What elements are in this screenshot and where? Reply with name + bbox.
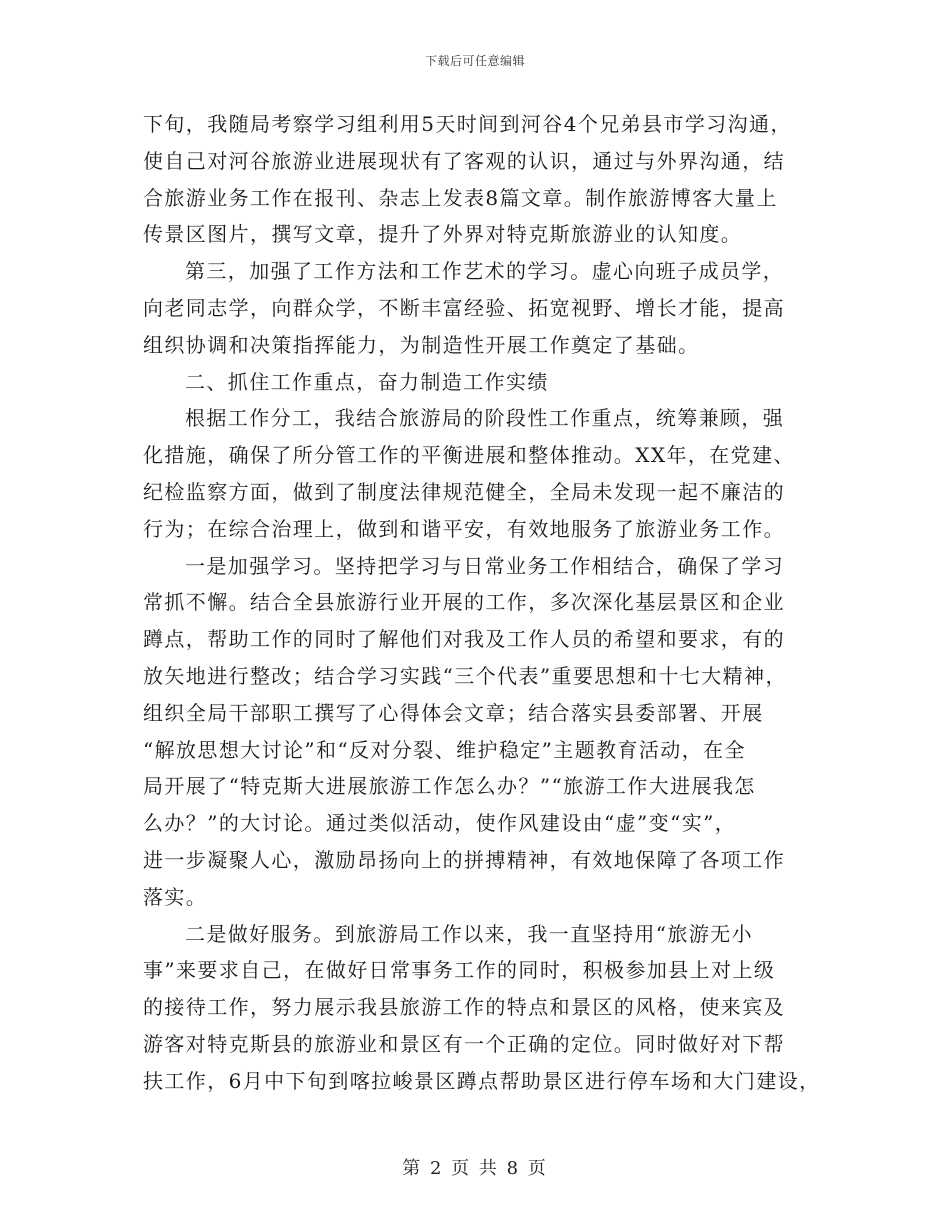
document-body [143, 106, 823, 1100]
text-line: 扶工作，6月中下旬到喀拉峻景区蹲点帮助景区进行停车场和大门建设， [143, 1068, 821, 1093]
text-line: 进一步凝聚人心，激励昂扬向上的拼搏精神，有效地保障了各项工作 [143, 847, 785, 872]
page-number: 第 2 页 共 8 页 [402, 1158, 548, 1179]
text-line: 事”来要求自己，在做好日常事务工作的同时，积极参加县上对上级 [143, 958, 776, 983]
text-line: 化措施，确保了所分管工作的平衡进展和整体推动。XX年，在党建、 [143, 443, 795, 468]
text-line: 二是做好服务。到旅游局工作以来，我一直坚持用“旅游无小 [185, 921, 754, 946]
page-header: 下载后可任意编辑 [424, 54, 525, 68]
text-line: 合旅游业务工作在报刊、杂志上发表8篇文章。制作旅游博客大量上 [143, 185, 778, 210]
text-line: 游客对特克斯县的旅游业和景区有一个正确的定位。同时做好对下帮 [143, 1031, 785, 1056]
text-line: 局开展了“特克斯大进展旅游工作怎么办？”“旅游工作大进展我怎 [143, 774, 756, 799]
text-line: 组织全局干部职工撰写了心得体会文章；结合落实县委部署、开展 [143, 700, 764, 725]
text-line: 蹲点，帮助工作的同时了解他们对我及工作人员的希望和要求，有的 [143, 627, 785, 652]
text-line: 传景区图片，撰写文章，提升了外界对特克斯旅游业的认知度。 [143, 222, 743, 247]
text-line: 一是加强学习。坚持把学习与日常业务工作相结合，确保了学习 [185, 553, 785, 578]
text-line: 落实。 [143, 884, 208, 909]
text-line: 么办？”的大讨论。通过类似活动，使作风建设由“虚”变“实”， [143, 811, 737, 836]
text-line: 纪检监察方面，做到了制度法律规范健全，全局未发现一起不廉洁的 [143, 479, 785, 504]
text-line: 使自己对河谷旅游业进展现状有了客观的认识，通过与外界沟通，结 [143, 148, 785, 173]
text-line: 常抓不懈。结合全县旅游行业开展的工作，多次深化基层景区和企业 [143, 590, 785, 615]
text-line: 行为；在综合治理上，做到和谐平安，有效地服务了旅游业务工作。 [143, 516, 785, 541]
text-line: 的接待工作，努力展示我县旅游工作的特点和景区的风格，使来宾及 [143, 995, 785, 1020]
text-line: 第三，加强了工作方法和工作艺术的学习。虚心向班子成员学， [185, 259, 785, 284]
text-line: 放矢地进行整改；结合学习实践“三个代表”重要思想和十七大精神， [143, 663, 787, 688]
text-line: “解放思想大讨论”和“反对分裂、维护稳定”主题教育活动，在全 [143, 737, 746, 762]
text-line: 组织协调和决策指挥能力，为制造性开展工作奠定了基础。 [143, 332, 700, 357]
text-line: 根据工作分工，我结合旅游局的阶段性工作重点，统筹兼顾，强 [185, 406, 785, 431]
text-line: 向老同志学，向群众学，不断丰富经验、拓宽视野、增长才能，提高 [143, 295, 785, 320]
text-line: 二、抓住工作重点，奋力制造工作实绩 [185, 369, 549, 394]
text-line: 下旬，我随局考察学习组利用5天时间到河谷4个兄弟县市学习沟通， [143, 112, 792, 136]
